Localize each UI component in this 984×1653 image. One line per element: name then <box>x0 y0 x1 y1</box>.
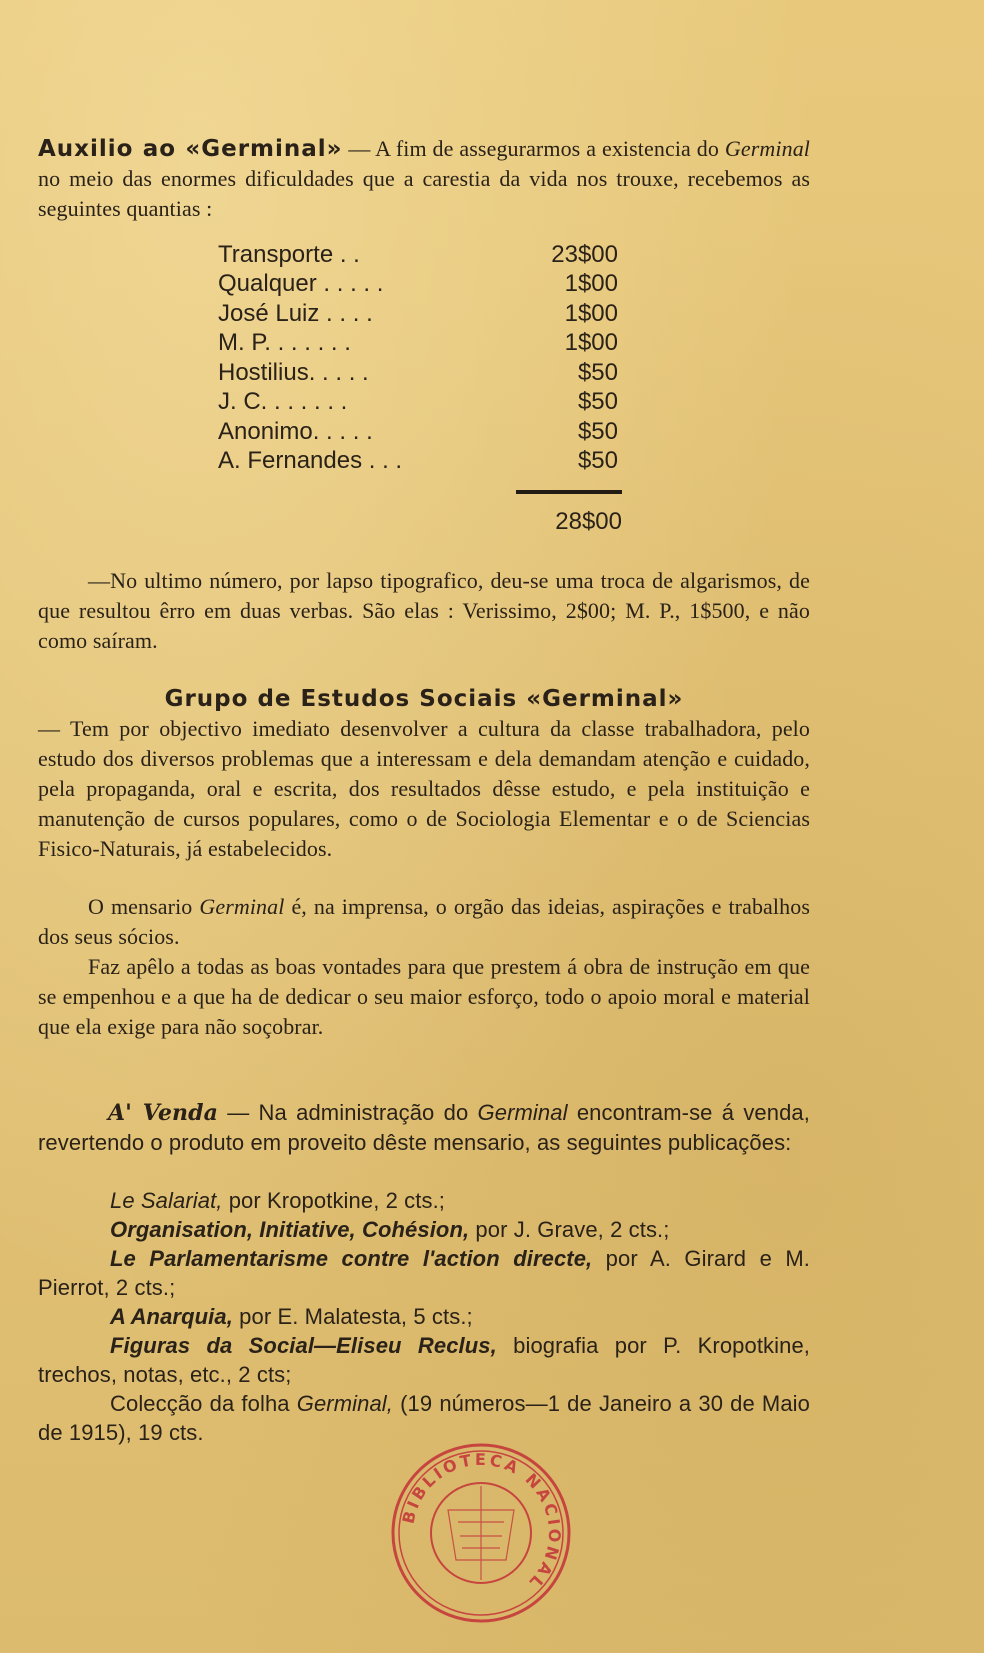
auxilio-paragraph <box>38 134 810 224</box>
donation-amount: $50 <box>577 417 618 445</box>
donor-name: A. Fernandes . . . <box>218 447 403 475</box>
grupo-p2-em: Germinal <box>199 894 285 919</box>
sum-rule <box>516 490 622 494</box>
donation-row <box>218 388 638 418</box>
donations-total: 28$00 <box>555 508 622 535</box>
donation-amount: $50 <box>577 447 618 475</box>
grupo-p3: Faz apêlo a todas as boas vontades para que prestem á obra de instrução em que se empenhou e a que ha de dedicar o seu maior esforço, todo o apoio moral e material que ela exige para não soçobrar. <box>38 954 810 1039</box>
stamp-text: BIBLIOTECA NACIONAL <box>398 1449 565 1594</box>
grupo-paragraph-3 <box>38 952 810 1042</box>
publication-title: Le Salariat, <box>110 1188 223 1213</box>
publication-details: por A. Girard e M. Pierrot, 2 cts.; <box>38 1246 810 1300</box>
publication-details: por Kropotkine, 2 cts.; <box>222 1188 446 1213</box>
publication-item <box>38 1215 810 1244</box>
donation-amount: $50 <box>577 358 618 386</box>
venda-intro-em: Germinal <box>477 1100 568 1125</box>
auxilio-intro-a: — A fim de assegurarmos a existencia do <box>342 136 725 161</box>
publication-title: A Anarquia, <box>110 1304 233 1329</box>
donation-amount: $50 <box>577 388 618 416</box>
publication-item <box>38 1186 810 1215</box>
publication-details: por J. Grave, 2 cts.; <box>469 1217 670 1242</box>
grupo-heading: Grupo de Estudos Sociais «Germinal» <box>164 686 684 712</box>
publication-details: (19 números—1 de Janeiro a 30 de Maio de 1915), 19 cts. <box>38 1391 811 1445</box>
grupo-p1: — Tem por objectivo imediato desenvolver a cultura da classe trabalhadora, pelo estudo dos diversos problemas que a interessam e dela demandam atenção e cuidado, pela propaganda, oral e escrita, dos resultados dêsse estudo, e pela instituição e manutenção de cursos populares, como o de Sociologia Elementar e o de Sciencias Fisico-Naturais, já estabelecidos. <box>38 716 810 861</box>
correction-text: —No ultimo número, por lapso tipografico, deu-se uma troca de algarismos, de que resultou êrro em duas verbas. São elas : Verissimo, 2$00; M. P., 1$500, e não como saíram. <box>38 568 810 653</box>
venda-intro-a: — Na administração do <box>217 1100 478 1125</box>
publication-item <box>38 1389 810 1447</box>
publication-title: Le Parlamentarisme contre l'action directe, <box>110 1246 593 1271</box>
publication-item <box>38 1302 810 1331</box>
venda-heading: A' Venda <box>108 1100 218 1126</box>
publication-title: Organisation, Initiative, Cohésion, <box>110 1217 470 1242</box>
donation-amount: 23$00 <box>551 240 618 268</box>
library-stamp-seal <box>388 1440 574 1626</box>
donor-name: José Luiz . . . . <box>218 299 373 327</box>
donor-name: Qualquer . . . . . <box>218 270 384 298</box>
auxilio-heading: Auxilio ao «Germinal» <box>38 136 343 162</box>
publication-title: Figuras da Social—Eliseu Reclus, <box>110 1333 497 1358</box>
grupo-p2-b: é, na imprensa, o orgão das ideias, aspirações e trabalhos dos seus sócios. <box>38 894 810 949</box>
donor-name: J. C. . . . . . . <box>218 388 348 416</box>
grupo-paragraph-1 <box>38 714 810 864</box>
publication-details: biografia por P. Kropotkine, trechos, notas, etc., 2 cts; <box>38 1333 811 1387</box>
grupo-heading-line <box>38 684 810 714</box>
donation-row <box>218 358 638 388</box>
donation-amount: 1$00 <box>564 299 618 327</box>
publications-list <box>38 1186 810 1447</box>
donor-name: M. P. . . . . . . <box>218 329 351 357</box>
publication-title: Colecção da folha <box>110 1391 297 1416</box>
donation-row <box>218 329 638 359</box>
donation-row <box>218 417 638 447</box>
publication-details: por E. Malatesta, 5 cts.; <box>232 1304 473 1329</box>
correction-paragraph <box>38 566 810 656</box>
donation-row <box>218 299 638 329</box>
publication-title-em: Germinal, <box>296 1391 393 1416</box>
donor-name: Anonimo. . . . . <box>218 417 373 445</box>
donations-list <box>218 240 638 476</box>
donation-amount: 1$00 <box>564 270 618 298</box>
auxilio-intro-em: Germinal <box>724 136 811 161</box>
publication-item <box>38 1331 810 1389</box>
donor-name: Transporte . . <box>218 240 360 268</box>
publication-item <box>38 1244 810 1302</box>
donation-row <box>218 447 638 477</box>
donor-name: Hostilius. . . . . <box>218 358 369 386</box>
donation-row <box>218 270 638 300</box>
grupo-paragraph-2 <box>38 892 810 952</box>
venda-paragraph <box>38 1098 810 1157</box>
donation-amount: 1$00 <box>564 329 618 357</box>
venda-intro-b: encontram-se á venda, revertendo o produto em proveito dêste mensario, as seguintes publicações: <box>38 1100 810 1155</box>
auxilio-intro-b: no meio das enormes dificuldades que a carestia da vida nos trouxe, recebemos as seguintes quantias : <box>38 166 810 221</box>
grupo-p2-a: O mensario <box>88 894 200 919</box>
donation-row <box>218 240 638 270</box>
